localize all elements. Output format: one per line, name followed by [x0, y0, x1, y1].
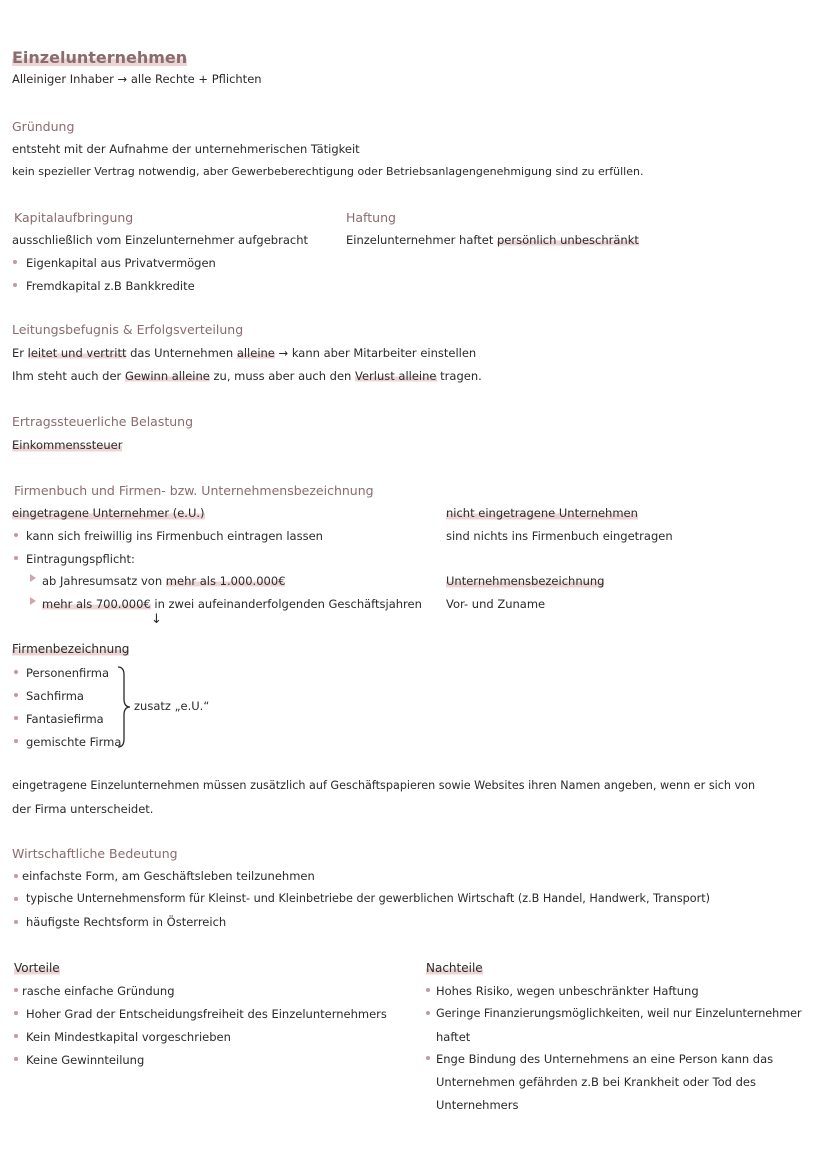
note-line-2: der Firma unterscheidet. [12, 802, 154, 816]
nachteile-item-2-line-1: Geringe Finanzierungsmöglichkeiten, weil nur Einzelunternehmer [436, 1007, 802, 1020]
bullet-icon [14, 716, 18, 720]
kapital-item-1: Eigenkapital aus Privatvermögen [26, 256, 216, 270]
bullet-icon [14, 920, 18, 924]
vorteile-item-4: Keine Gewinnteilung [26, 1053, 145, 1067]
bedeutung-item-1: einfachste Form, am Geschäftsleben teilzunehmen [22, 869, 315, 883]
eintragung-sub-2 [42, 596, 422, 612]
not-registered-text: sind nichts ins Firmenbuch eingetragen [446, 529, 673, 543]
brace-note: zusatz „e.U.“ [134, 699, 210, 713]
vorteile-heading: Vorteile [14, 961, 60, 975]
bedeutung-heading: Wirtschaftliche Bedeutung [12, 846, 178, 861]
steuer-heading: Ertragssteuerliche Belastung [12, 414, 194, 429]
not-registered-title: nicht eingetragene Unternehmen [446, 506, 638, 520]
bullet-icon [14, 739, 18, 743]
highlight: alleine [236, 346, 275, 360]
leitung-heading: Leitungsbefugnis & Erfolgsverteilung [12, 322, 244, 337]
vorteile-item-2: Hoher Grad der Entscheidungsfreiheit des Einzelunternehmers [26, 1007, 387, 1021]
highlight: mehr als 700.000€ [42, 597, 151, 611]
name-text: Vor- und Zuname [446, 597, 546, 611]
nachteile-item-3-line-2: Unternehmen gefährden z.B bei Krankheit oder Tod des [436, 1075, 756, 1089]
text: Ihm steht auch der [12, 369, 125, 383]
haftung-highlight: persönlich unbeschränkt [497, 233, 639, 247]
haftung-line [346, 232, 639, 248]
bullet-icon [14, 897, 18, 901]
leitung-line-2 [12, 368, 482, 384]
vorteile-item-1: rasche einfache Gründung [22, 984, 175, 998]
triangle-bullet-icon [30, 574, 36, 582]
leitung-line-1 [12, 345, 476, 361]
arrow-down-icon: ↓ [151, 612, 162, 627]
curly-brace-icon [114, 665, 134, 751]
haftung-heading: Haftung [346, 210, 396, 225]
bedeutung-item-3: häufigste Rechtsform in Österreich [26, 915, 227, 929]
bullet-icon [14, 693, 18, 697]
nachteile-heading: Nachteile [426, 961, 483, 975]
bullet-icon [14, 533, 18, 537]
bullet-icon [14, 1011, 18, 1015]
firmenbezeichnung-item-2: Sachfirma [26, 689, 84, 703]
kapital-line: ausschließlich vom Einzelunternehmer aufgebracht [12, 233, 309, 247]
name-title: Unternehmensbezeichnung [446, 574, 605, 588]
bullet-icon [14, 874, 18, 878]
bullet-icon [426, 988, 430, 992]
bullet-icon [14, 670, 18, 674]
highlight: Gewinn alleine [124, 369, 210, 383]
gruendung-line-1: entsteht mit der Aufnahme der unternehmerischen Tätigkeit [12, 142, 360, 156]
firmenbezeichnung-item-1: Personenfirma [26, 666, 110, 680]
intro-line: Alleiniger Inhaber → alle Rechte + Pflichten [12, 72, 262, 86]
bullet-icon [14, 556, 18, 560]
registered-title: eingetragene Unternehmer (e.U.) [12, 506, 205, 520]
text: in zwei aufeinanderfolgenden Geschäftsjahren [150, 597, 422, 611]
firmenbezeichnung-item-3: Fantasiefirma [26, 712, 104, 726]
eintragung-sub-1 [42, 573, 285, 589]
firmenbezeichnung-heading: Firmenbezeichnung [12, 642, 130, 656]
text: tragen. [436, 369, 482, 383]
nachteile-item-1: Hohes Risiko, wegen unbeschränkter Haftung [436, 984, 699, 998]
bullet-icon [13, 260, 17, 264]
kapital-heading: Kapitalaufbringung [14, 210, 134, 225]
highlight: Verlust alleine [355, 369, 437, 383]
triangle-bullet-icon [30, 597, 36, 605]
text: das Unternehmen [126, 346, 237, 360]
gruendung-heading: Gründung [12, 119, 75, 134]
firmenbezeichnung-item-4: gemischte Firma [26, 735, 122, 749]
bullet-icon [13, 283, 17, 287]
text: → kann aber Mitarbeiter einstellen [274, 346, 477, 360]
gruendung-line-2: kein spezieller Vertrag notwendig, aber Gewerbeberechtigung oder Betriebsanlagengenehmigung sind zu erfüllen. [12, 165, 644, 178]
nachteile-item-3-line-3: Unternehmers [436, 1098, 519, 1112]
highlight: leitet und vertritt [27, 346, 127, 360]
steuer-value: Einkommenssteuer [12, 438, 123, 452]
bullet-icon [14, 1057, 18, 1061]
bullet-icon [426, 1011, 430, 1015]
highlight: mehr als 1.000.000€ [165, 574, 286, 588]
registered-item-1: kann sich freiwillig ins Firmenbuch eintragen lassen [26, 529, 323, 543]
text: Er [12, 346, 28, 360]
kapital-item-2: Fremdkapital z.B Bankkredite [26, 279, 195, 293]
page-title: Einzelunternehmen [12, 48, 188, 67]
bedeutung-item-2: typische Unternehmensform für Kleinst- und Kleinbetriebe der gewerblichen Wirtschaft (z.B Handel, Handwerk, Transport) [26, 892, 710, 905]
bullet-icon [14, 988, 18, 992]
bullet-icon [14, 1034, 18, 1038]
nachteile-item-2-line-2: haftet [436, 1030, 471, 1044]
registered-item-2: Eintragungspflicht: [26, 552, 135, 566]
vorteile-item-3: Kein Mindestkapital vorgeschrieben [26, 1030, 231, 1044]
text: ab Jahresumsatz von [42, 574, 166, 588]
bullet-icon [426, 1056, 430, 1060]
text: zu, muss aber auch den [209, 369, 355, 383]
nachteile-item-3-line-1: Enge Bindung des Unternehmens an eine Person kann das [436, 1052, 774, 1066]
note-line-1: eingetragene Einzelunternehmen müssen zusätzlich auf Geschäftspapieren sowie Websites ihren Namen angeben, wenn er sich von [12, 779, 756, 792]
firmenbuch-heading: Firmenbuch und Firmen- bzw. Unternehmensbezeichnung [14, 483, 374, 498]
haftung-text: Einzelunternehmer haftet [346, 233, 497, 247]
